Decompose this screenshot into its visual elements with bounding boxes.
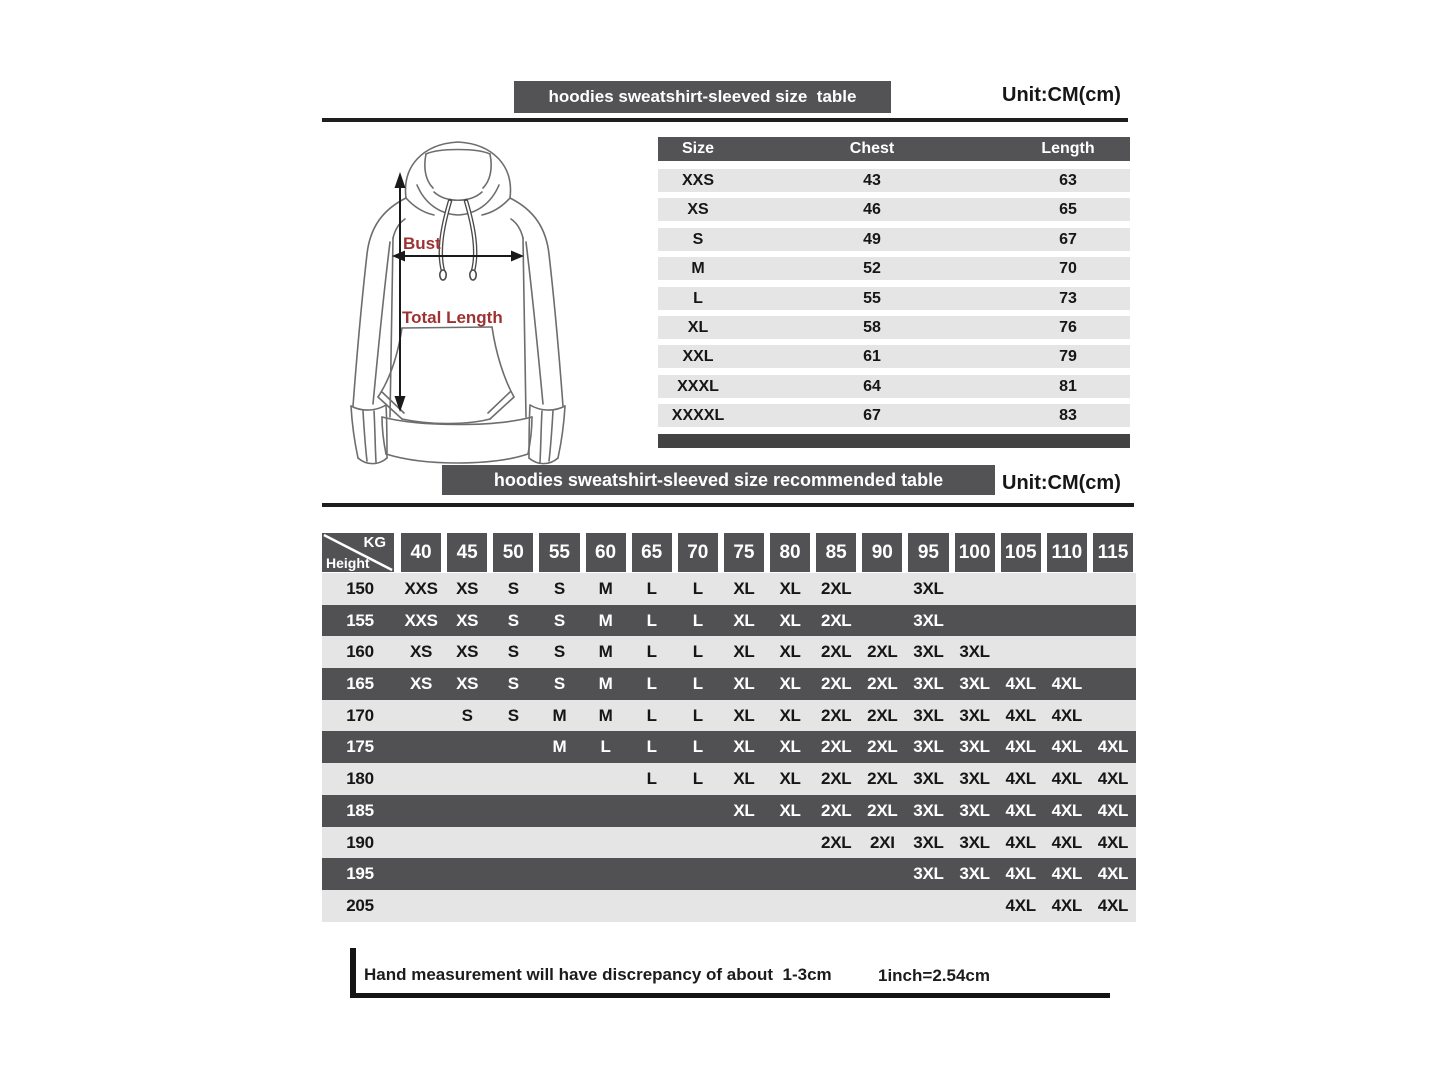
height-corner-label: Height: [326, 555, 370, 571]
recommended-cell: [490, 731, 536, 763]
recommended-cell: 3XL: [913, 737, 944, 757]
recommended-cell: 3XL: [913, 642, 944, 662]
recommended-cell: 2XL: [867, 705, 898, 725]
weight-column-header: 40: [401, 533, 441, 572]
recommended-cell: L: [692, 674, 703, 694]
weight-column-header: 80: [770, 533, 810, 572]
recommended-cell: [675, 827, 721, 859]
recommended-cell: [1044, 573, 1090, 605]
recommended-cell: [583, 858, 629, 890]
height-row-header: 170: [346, 705, 374, 725]
size-table-row: [658, 375, 1130, 398]
recommended-cell: [490, 827, 536, 859]
recommended-cell: [629, 858, 675, 890]
recommended-table-title-bar: [442, 465, 995, 495]
size-table-cell: 67: [1059, 230, 1077, 248]
recommended-cell: S: [507, 674, 519, 694]
recommended-cell: [952, 573, 998, 605]
size-table-cell: 63: [1059, 172, 1077, 189]
recommended-cell: 4XL: [1097, 737, 1129, 757]
recommended-cell: [767, 890, 813, 922]
recommended-cell: 4XL: [1097, 769, 1129, 789]
recommended-cell: [398, 763, 444, 795]
recommended-cell: [767, 858, 813, 890]
total-length-arrow: [395, 172, 406, 412]
recommended-cell: M: [598, 705, 613, 725]
recommended-cell: [583, 827, 629, 859]
weight-column-header: 45: [447, 533, 487, 572]
height-row-header: 160: [346, 642, 374, 662]
recommended-cell: 4XL: [1051, 705, 1082, 725]
recommended-cell: [859, 858, 905, 890]
recommended-cell: 3XL: [913, 832, 944, 852]
recommended-row: [322, 636, 1136, 668]
recommended-cell: 3XL: [959, 832, 990, 852]
size-table-row: [658, 228, 1130, 251]
recommended-cell: 4XL: [1005, 800, 1036, 820]
height-row-header: 185: [346, 800, 374, 820]
unit-label-bottom: Unit:CM(cm): [1002, 472, 1121, 494]
recommended-cell: 2XL: [821, 737, 852, 757]
size-table-cell: XXXL: [677, 377, 719, 395]
recommended-cell: 4XL: [1005, 769, 1036, 789]
recommended-cell: 3XL: [959, 864, 990, 884]
recommended-cell: 4XL: [1005, 737, 1036, 757]
size-table-cell: S: [692, 230, 704, 248]
size-table-cell: 81: [1059, 377, 1077, 395]
recommended-cell: L: [646, 674, 657, 694]
weight-column-header: 115: [1093, 533, 1133, 572]
recommended-cell: [629, 827, 675, 859]
recommended-cell: XL: [779, 737, 801, 757]
recommended-cell: 2XL: [821, 705, 852, 725]
size-table-row: [658, 287, 1130, 310]
size-table-cell: XXXXL: [671, 407, 725, 425]
recommended-cell: [1090, 636, 1136, 668]
recommended-cell: [583, 890, 629, 922]
size-table-cell: 58: [863, 318, 881, 336]
recommended-cell: 4XL: [1005, 895, 1036, 915]
recommended-cell: 4XL: [1005, 864, 1036, 884]
recommended-cell: 2XL: [867, 642, 898, 662]
recommended-cell: [490, 858, 536, 890]
recommended-row: [322, 573, 1136, 605]
recommended-cell: [629, 890, 675, 922]
measurement-note: Hand measurement will have discrepancy of about 1-3cm: [364, 965, 832, 984]
size-table-cell: 55: [863, 289, 881, 307]
recommended-cell: 2XL: [821, 579, 852, 598]
recommended-row: [322, 795, 1136, 827]
recommended-cell: [1044, 636, 1090, 668]
recommended-cell: XL: [733, 769, 755, 789]
recommended-cell: 2XL: [821, 832, 852, 852]
recommended-cell: 3XL: [959, 705, 990, 725]
size-table-row: [658, 316, 1130, 339]
height-row-header: 155: [346, 610, 374, 630]
recommended-cell: M: [598, 610, 613, 630]
size-table-row: [658, 404, 1130, 427]
size-table-cell: 76: [1059, 318, 1077, 336]
kg-corner-label: KG: [363, 534, 386, 551]
recommended-cell: 4XL: [1051, 737, 1082, 757]
footer-left-bar: [350, 948, 356, 998]
recommended-cell: 3XL: [913, 579, 944, 598]
footer-bottom-bar: [350, 993, 1110, 998]
recommended-cell: M: [598, 642, 613, 662]
size-table-cell: XS: [687, 201, 709, 219]
recommended-cell: [998, 636, 1044, 668]
recommended-cell: [675, 795, 721, 827]
height-row-header: 175: [346, 737, 374, 757]
size-table-cell: 79: [1059, 348, 1077, 366]
recommended-cell: [859, 605, 905, 637]
recommended-cell: 4XL: [1097, 800, 1129, 820]
recommended-cell: [952, 890, 998, 922]
recommended-cell: M: [598, 579, 613, 598]
recommended-cell: [536, 795, 582, 827]
recommended-cell: 4XL: [1005, 832, 1036, 852]
weight-column-header: 55: [539, 533, 579, 572]
recommended-cell: 4XL: [1051, 800, 1082, 820]
recommended-cell: [536, 827, 582, 859]
weight-column-header: 50: [493, 533, 533, 572]
recommended-cell: [398, 827, 444, 859]
recommended-cell: 4XL: [1097, 832, 1129, 852]
recommended-cell: [1090, 700, 1136, 732]
recommended-row: [322, 827, 1136, 859]
recommended-cell: S: [507, 610, 519, 630]
size-table-cell: 61: [863, 348, 881, 366]
weight-column-header: 100: [955, 533, 995, 572]
recommended-cell: [444, 763, 490, 795]
recommended-cell: [536, 858, 582, 890]
recommended-cell: S: [507, 705, 519, 725]
weight-column-header: 65: [632, 533, 672, 572]
height-row-header: 165: [346, 674, 374, 694]
recommended-cell: M: [552, 737, 567, 757]
recommended-cell: XL: [733, 800, 755, 820]
recommended-cell: 4XL: [1097, 895, 1129, 915]
recommended-cell: [583, 795, 629, 827]
recommended-cell: [490, 795, 536, 827]
recommended-cell: S: [507, 579, 519, 598]
recommended-cell: XS: [410, 674, 433, 694]
recommended-cell: 3XL: [913, 705, 944, 725]
size-table-cell: 64: [863, 377, 881, 395]
size-table-cell: 49: [863, 230, 881, 248]
recommended-cell: XL: [733, 610, 755, 630]
recommended-cell: [721, 827, 767, 859]
total-length-label: Total Length: [402, 308, 503, 327]
size-table-row: [658, 169, 1130, 192]
recommended-cell: XL: [779, 610, 801, 630]
recommended-cell: [998, 605, 1044, 637]
recommended-cell: [398, 700, 444, 732]
recommended-cell: [952, 605, 998, 637]
size-table-cell: 83: [1059, 407, 1077, 425]
recommended-cell: [490, 890, 536, 922]
recommended-cell: 2XL: [867, 737, 898, 757]
recommended-row: [322, 731, 1136, 763]
recommended-cell: [536, 890, 582, 922]
size-table-title: hoodies sweatshirt-sleeved size table: [548, 87, 857, 106]
recommended-cell: 2XL: [821, 642, 852, 662]
recommended-cell: 2XL: [867, 674, 898, 694]
weight-column-header: 110: [1047, 533, 1087, 572]
recommended-cell: [905, 890, 951, 922]
recommended-cell: XS: [456, 642, 479, 662]
recommended-cell: L: [692, 769, 703, 789]
column-header-length: Length: [1041, 140, 1095, 157]
recommended-cell: 3XL: [959, 769, 990, 789]
size-table-cell: 67: [863, 407, 881, 425]
recommended-cell: XL: [779, 705, 801, 725]
bust-label: Bust: [403, 234, 441, 253]
recommended-cell: L: [646, 610, 657, 630]
recommended-table-title: hoodies sweatshirt-sleeved size recommended table: [493, 469, 944, 490]
weight-column-header: 85: [816, 533, 856, 572]
recommended-cell: [398, 890, 444, 922]
recommended-cell: 3XL: [913, 864, 944, 884]
recommended-cell: 2XI: [870, 832, 895, 852]
recommended-cell: [444, 890, 490, 922]
recommended-cell: XL: [779, 674, 801, 694]
inch-conversion-note: 1inch=2.54cm: [878, 966, 990, 985]
recommended-cell: [721, 890, 767, 922]
recommended-cell: L: [692, 610, 703, 630]
recommended-cell: XS: [456, 579, 479, 598]
recommended-cell: 2XL: [867, 769, 898, 789]
recommended-cell: 4XL: [1051, 864, 1082, 884]
size-table-bottom-bar: [658, 434, 1130, 448]
recommended-cell: L: [646, 705, 657, 725]
recommended-cell: 4XL: [1051, 832, 1082, 852]
recommended-cell: 4XL: [1005, 705, 1036, 725]
recommended-cell: 2XL: [821, 769, 852, 789]
recommended-cell: XS: [410, 642, 433, 662]
recommended-cell: 2XL: [867, 800, 898, 820]
recommended-cell: L: [646, 769, 657, 789]
height-row-header: 150: [346, 579, 374, 598]
recommended-cell: [1090, 573, 1136, 605]
size-table: [658, 137, 1130, 448]
recommended-cell: 2XL: [821, 674, 852, 694]
recommended-cell: M: [598, 674, 613, 694]
recommended-cell: [767, 827, 813, 859]
recommended-cell: XL: [779, 642, 801, 662]
recommended-cell: L: [646, 579, 657, 598]
recommended-cell: L: [692, 642, 703, 662]
recommended-cell: 3XL: [959, 642, 990, 662]
recommended-cell: XL: [733, 737, 755, 757]
size-table-cell: M: [691, 260, 705, 278]
recommended-cell: 3XL: [913, 674, 944, 694]
weight-column-header: 75: [724, 533, 764, 572]
size-table-row: [658, 345, 1130, 368]
unit-label-top: Unit:CM(cm): [1002, 84, 1121, 106]
recommended-cell: [583, 763, 629, 795]
recommended-cell: XL: [733, 705, 755, 725]
recommended-row: [322, 668, 1136, 700]
recommended-cell: S: [553, 642, 565, 662]
recommended-cell: XXS: [404, 610, 438, 630]
recommended-cell: 3XL: [959, 800, 990, 820]
recommended-cell: XL: [733, 642, 755, 662]
recommended-cell: [1090, 668, 1136, 700]
recommended-cell: 4XL: [1051, 674, 1082, 694]
size-table-cell: 46: [863, 201, 881, 219]
weight-column-header: 95: [908, 533, 948, 572]
recommended-cell: L: [646, 737, 657, 757]
recommended-cell: M: [552, 705, 567, 725]
recommended-row: [322, 890, 1136, 922]
recommended-cell: 3XL: [959, 737, 990, 757]
size-table-cell: 70: [1059, 260, 1077, 278]
recommended-row: [322, 700, 1136, 732]
height-row-header: 205: [346, 895, 374, 915]
recommended-cell: [859, 890, 905, 922]
recommended-cell: L: [692, 579, 703, 598]
column-header-size: Size: [681, 140, 714, 157]
size-table-cell: XXL: [682, 348, 714, 366]
recommended-cell: [813, 890, 859, 922]
height-row-header: 190: [346, 832, 374, 852]
recommended-cell: XS: [456, 610, 479, 630]
recommended-cell: 4XL: [1097, 864, 1129, 884]
recommended-cell: [813, 858, 859, 890]
recommended-cell: XL: [733, 579, 755, 598]
corner-cell: [322, 533, 394, 572]
recommended-cell: [444, 795, 490, 827]
recommended-row: [322, 763, 1136, 795]
recommended-cell: XL: [779, 769, 801, 789]
recommended-cell: [444, 827, 490, 859]
size-table-header: [658, 137, 1130, 161]
recommended-cell: S: [553, 579, 565, 598]
recommended-cell: [629, 795, 675, 827]
recommended-cell: S: [461, 705, 473, 725]
hoodie-outline: [351, 142, 565, 464]
size-table-cell: 52: [863, 260, 881, 278]
recommended-table: [322, 533, 1136, 922]
size-table-body: [658, 169, 1130, 427]
recommended-cell: XXS: [404, 579, 438, 598]
recommended-cell: [998, 573, 1044, 605]
recommended-cell: S: [553, 610, 565, 630]
recommended-cell: [444, 731, 490, 763]
size-table-cell: 65: [1059, 201, 1077, 219]
recommended-cell: [536, 763, 582, 795]
divider-line-top: [322, 118, 1128, 122]
drawstrings: [440, 201, 476, 280]
recommended-row: [322, 858, 1136, 890]
size-table-cell: 73: [1059, 289, 1077, 307]
recommended-cell: [675, 858, 721, 890]
recommended-cell: 4XL: [1005, 674, 1036, 694]
height-row-header: 195: [346, 864, 374, 884]
recommended-cell: S: [507, 642, 519, 662]
recommended-cell: L: [646, 642, 657, 662]
recommended-cell: S: [553, 674, 565, 694]
recommended-cell: [721, 858, 767, 890]
size-table-title-bar: [514, 81, 891, 113]
recommended-cell: 2XL: [821, 800, 852, 820]
size-table-row: [658, 198, 1130, 221]
weight-column-header: 90: [862, 533, 902, 572]
size-table-row: [658, 257, 1130, 280]
height-row-header: 180: [346, 769, 374, 789]
recommended-cell: 2XL: [821, 610, 852, 630]
recommended-cell: 4XL: [1051, 769, 1082, 789]
size-table-cell: L: [693, 289, 703, 307]
recommended-cell: [398, 731, 444, 763]
recommended-table-header: [322, 533, 1136, 572]
recommended-cell: 3XL: [913, 800, 944, 820]
recommended-cell: [398, 795, 444, 827]
recommended-cell: L: [600, 737, 611, 757]
recommended-table-body: [322, 573, 1136, 922]
hoodie-measurement-diagram: [326, 126, 618, 478]
recommended-cell: XL: [779, 800, 801, 820]
recommended-cell: L: [692, 737, 703, 757]
size-table-cell: XL: [687, 318, 709, 336]
recommended-cell: 3XL: [913, 769, 944, 789]
recommended-cell: L: [692, 705, 703, 725]
size-table-cell: 43: [863, 172, 881, 189]
weight-column-header: 105: [1001, 533, 1041, 572]
column-header-chest: Chest: [849, 140, 895, 157]
size-table-cell: XXS: [681, 172, 714, 189]
recommended-cell: [675, 890, 721, 922]
recommended-cell: XL: [779, 579, 801, 598]
recommended-cell: [490, 763, 536, 795]
divider-line-bottom: [322, 503, 1134, 507]
recommended-cell: 4XL: [1051, 895, 1082, 915]
weight-column-header: 60: [586, 533, 626, 572]
recommended-cell: [444, 858, 490, 890]
weight-column-header: 70: [678, 533, 718, 572]
recommended-row: [322, 605, 1136, 637]
recommended-cell: XS: [456, 674, 479, 694]
recommended-cell: [398, 858, 444, 890]
recommended-cell: 3XL: [959, 674, 990, 694]
recommended-cell: XL: [733, 674, 755, 694]
recommended-cell: [859, 573, 905, 605]
recommended-cell: [1044, 605, 1090, 637]
recommended-cell: 3XL: [913, 610, 944, 630]
recommended-cell: [1090, 605, 1136, 637]
